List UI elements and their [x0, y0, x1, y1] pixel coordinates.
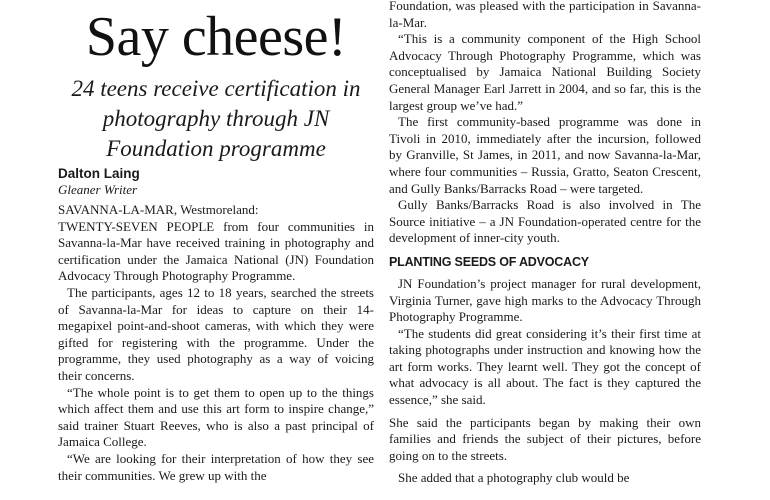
byline-title: Gleaner Writer	[58, 182, 138, 197]
body-paragraph: “This is a community component of the High School Advocacy Through Photography Programme, which was conceptualised by Jamaica National Building Society General Manager Earl Jarrett in 2004, and so far, this is the largest group we’ve had.”	[389, 31, 701, 113]
body-paragraph: The first community-based programme was done in Tivoli in 2010, immediately after the incursion, followed by Granville, St James, in 2011, and now Savanna-la-Mar, where four communities – Russia, Gratto, Seaton Crescent, and Gully Banks/Barracks Road – were targeted.	[389, 114, 701, 196]
byline-author: Dalton Laing	[58, 166, 140, 181]
body-paragraph: Foundation, was pleased with the participation in Savanna-la-Mar.	[389, 0, 701, 30]
body-paragraph: TWENTY-SEVEN PEOPLE from four communities in Savanna-la-Mar have received training in photography and certification under the Jamaica National (JN) Foundation Advocacy Through Photography Programme.	[58, 218, 374, 284]
body-paragraph: “The whole point is to get them to open up to the things which affect them and use this art form to inspire change,” said trainer Stuart Reeves, who is also a past principal of Jamaica College.	[58, 384, 374, 450]
right-column	[389, 0, 701, 487]
body-paragraph: Gully Banks/Barracks Road is also involved in The Source initiative – a JN Foundation-operated centre for the development of inner-city youth.	[389, 197, 701, 246]
body-paragraph: She said the participants began by making their own families and friends the subject of their pictures, before going on to the streets.	[389, 414, 701, 463]
body-paragraph: The participants, ages 12 to 18 years, searched the streets of Savanna-la-Mar for ideas to capture on their 14-megapixel point-and-shoot cameras, with which they were gifted for registering with the programme. Under the programme, they used photography as a way of voicing their concerns.	[58, 284, 374, 383]
headline: Say cheese!	[85, 6, 347, 68]
dateline: SAVANNA-LA-MAR, Westmoreland:	[58, 202, 259, 217]
subheadline: 24 teens receive certification in photography through JN Foundation programme	[71, 76, 361, 161]
body-paragraph: “The students did great considering it’s their first time at taking photographs under instruction and knowing how the art form works. They learnt well. They got the concept of what advocacy is all about. The fact is they captured the essence,” she said.	[389, 325, 701, 408]
body-paragraph: “We are looking for their interpretation of how they see their communities. We grew up with the	[58, 450, 374, 483]
body-paragraph: JN Foundation’s project manager for rural development, Virginia Turner, gave high marks to the Advocacy Through Photography Programme.	[389, 275, 701, 325]
left-column	[58, 8, 374, 484]
section-heading: PLANTING SEEDS OF ADVOCACY	[389, 254, 589, 269]
body-paragraph: She added that a photography club would be	[398, 470, 630, 486]
